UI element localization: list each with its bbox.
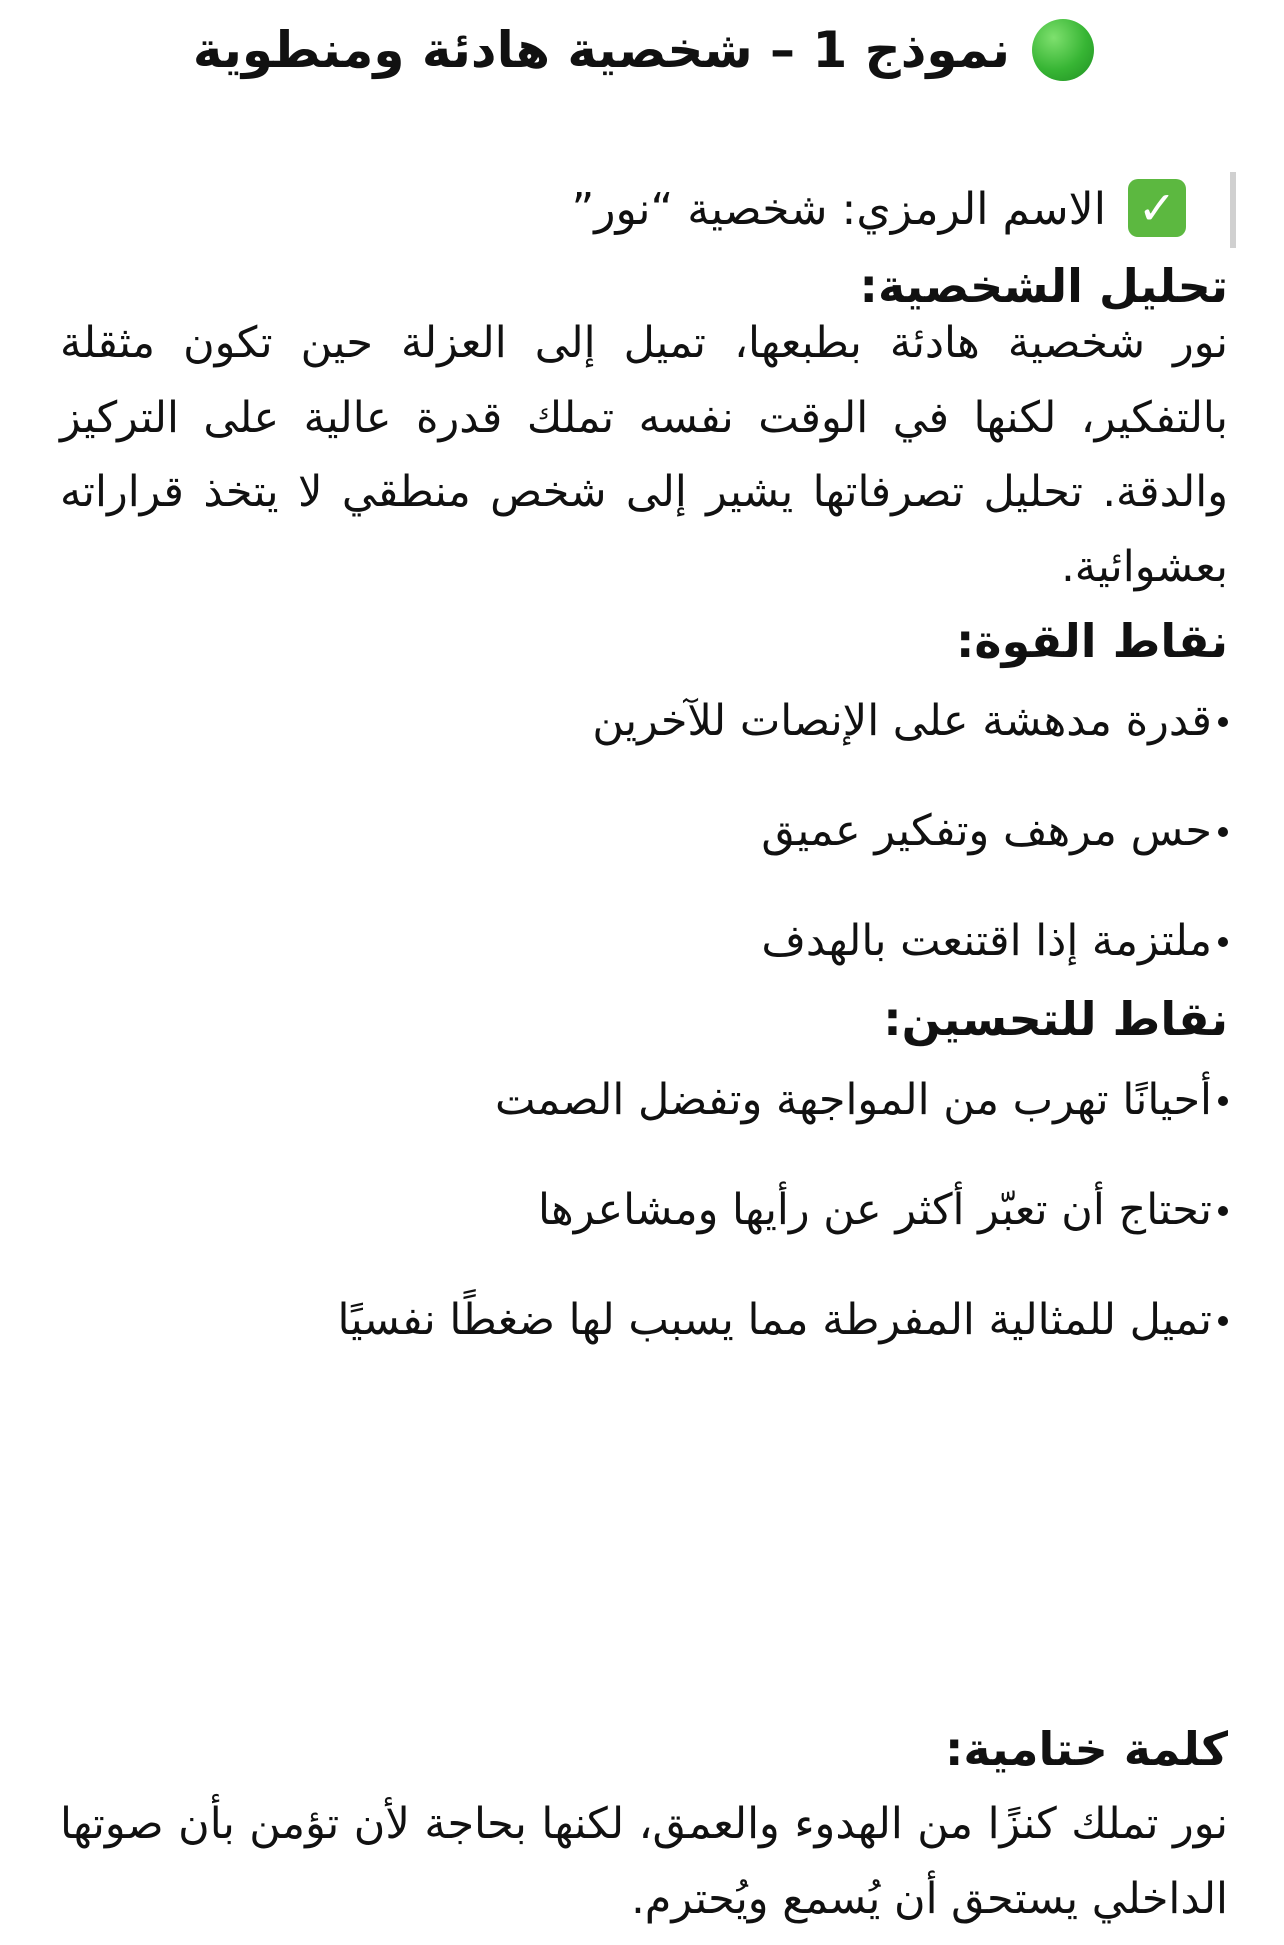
list-item: ملتزمة إذا اقتنعت بالهدف [80,904,1228,978]
green-circle-icon [1032,19,1094,81]
page-title-text: نموذج 1 – شخصية هادئة ومنطوية [192,21,1010,79]
list-item: حس مرهف وتفكير عميق [80,794,1228,868]
analysis-heading: تحليل الشخصية: [859,259,1228,313]
bullet-icon [1218,827,1228,837]
code-name-blockquote [120,172,1236,248]
strengths-list [80,684,1228,1014]
list-item: تميل للمثالية المفرطة مما يسبب لها ضغطًا نفسيًا [80,1283,1228,1357]
bullet-icon [1218,1206,1228,1216]
list-item: تحتاج أن تعبّر أكثر عن رأيها ومشاعرها [80,1173,1228,1247]
list-item: قدرة مدهشة على الإنصات للآخرين [80,684,1228,758]
strengths-heading: نقاط القوة: [956,614,1228,668]
check-mark-button-icon: ✓ [1128,179,1186,237]
analysis-paragraph: نور شخصية هادئة بطبعها، تميل إلى العزلة حين تكون مثقلة بالتفكير، لكنها في الوقت نفسه تملك قدرة عالية على التركيز والدقة. تحليل تصرفاتها يشير إلى شخص منطقي لا يتخذ قراراته بعشوائية. [60,318,1228,592]
code-name-text: الاسم الرمزي: شخصية “نور” [571,184,1106,235]
closing-paragraph: نور تملك كنزًا من الهدوء والعمق، لكنها بحاجة لأن تؤمن بأن صوتها الداخلي يستحق أن يُسمع ويُحترم. [60,1799,1228,1924]
improvements-heading: نقاط للتحسين: [883,992,1228,1046]
page-title [40,6,1094,94]
bullet-icon [1218,1096,1228,1106]
bullet-icon [1218,1316,1228,1326]
list-item: أحيانًا تهرب من المواجهة وتفضل الصمت [80,1063,1228,1137]
closing-heading: كلمة ختامية: [944,1722,1228,1776]
improvements-list [80,1063,1228,1393]
bullet-icon [1218,937,1228,947]
bullet-icon [1218,717,1228,727]
